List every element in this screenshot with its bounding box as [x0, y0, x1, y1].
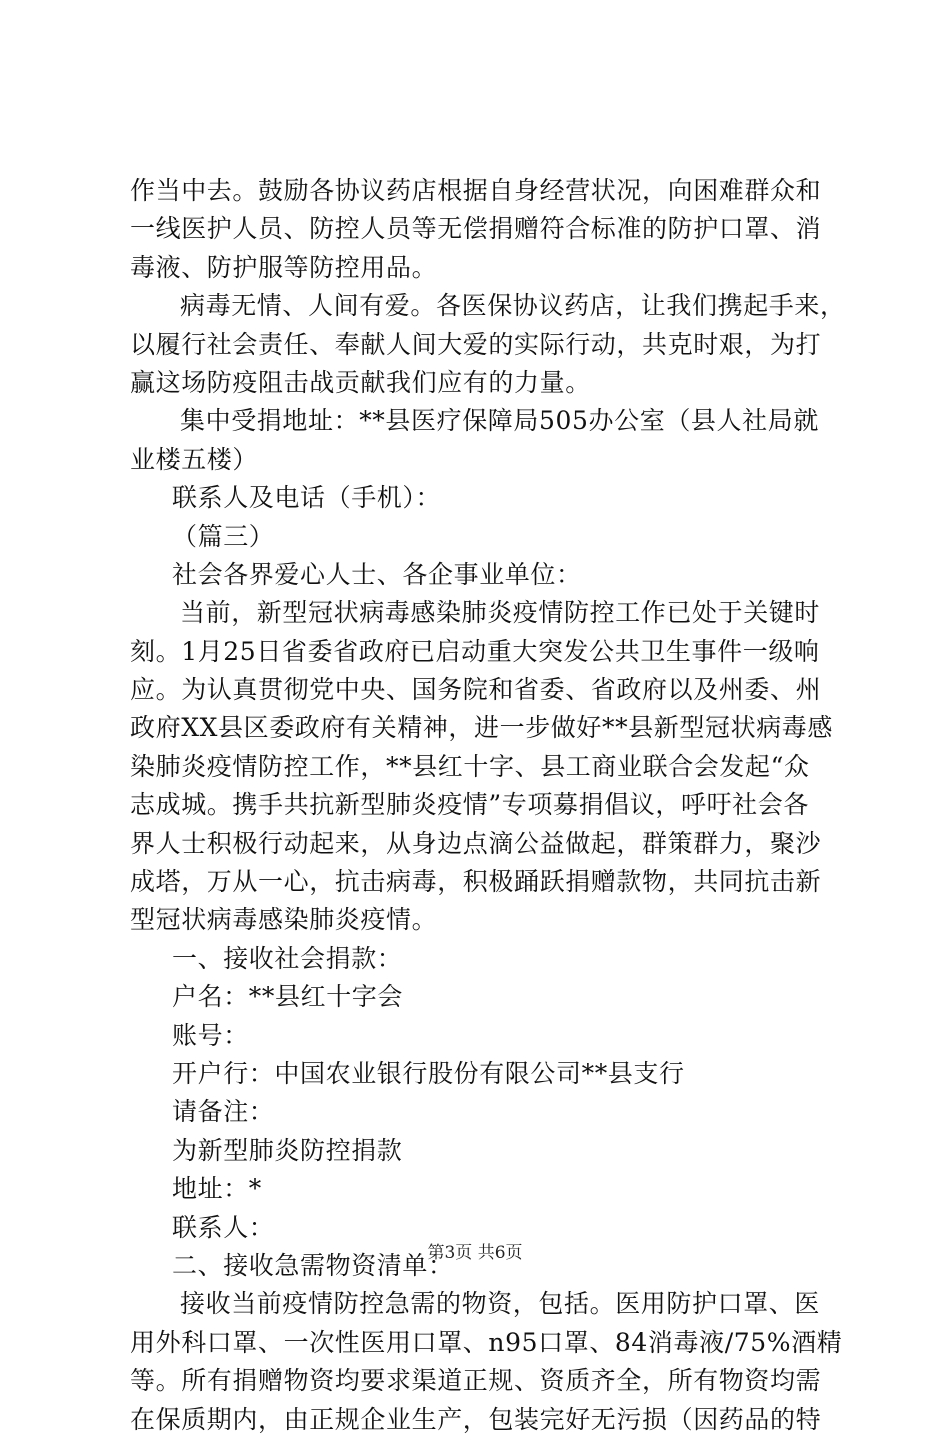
page-number-footer: 第3页 共6页 [427, 1243, 523, 1263]
text-line: 在保质期内，由正规企业生产，包装完好无污损（因药品的特 [130, 1404, 822, 1434]
text-line: 染肺炎疫情防控工作，**县红十字、县工商业联合会发起“众 [130, 751, 810, 781]
text-line: 作当中去。鼓励各协议药店根据自身经营状况，向困难群众和 [130, 176, 822, 205]
text-line: 等。所有捐赠物资均要求渠道正规、资质齐全，所有物资均需 [130, 1366, 822, 1396]
remark-label: 请备注： [172, 1097, 275, 1127]
text-line: 政府XX县区委政府有关精神，进一步做好**县新型冠状病毒感 [130, 713, 833, 743]
list-heading: 二、接收急需物资清单： [172, 1250, 454, 1280]
text-line: 毒液、防护服等防控用品。 [130, 252, 438, 282]
text-line: 型冠状病毒感染肺炎疫情。 [130, 905, 438, 935]
list-heading: 一、接收社会捐款： [172, 943, 403, 973]
text-line: 集中受捐地址：**县医疗保障局505办公室（县人社局就 [180, 406, 819, 436]
text-line: 业楼五楼） [130, 444, 259, 474]
salutation: 社会各界爱心人士、各企事业单位： [172, 559, 582, 589]
text-line: 病毒无情、人间有爱。各医保协议药店，让我们携起手来， [180, 291, 846, 321]
text-line: 赢这场防疫阻击战贡献我们应有的力量。 [130, 367, 591, 397]
text-line: 联系人及电话（手机）： [172, 483, 442, 513]
section-heading: （篇三） [172, 521, 275, 551]
contact-person: 联系人： [172, 1212, 275, 1242]
account-name: 户名：**县红十字会 [172, 982, 404, 1012]
remark-text: 为新型肺炎防控捐款 [172, 1135, 403, 1165]
text-line: 成塔，万从一心，抗击病毒，积极踊跃捐赠款物，共同抗击新 [130, 867, 822, 897]
bank-name: 开户行：中国农业银行股份有限公司**县支行 [172, 1058, 685, 1088]
text-line: 以履行社会责任、奉献人间大爱的实际行动，共克时艰，为打 [130, 329, 822, 359]
text-line: 一线医护人员、防控人员等无偿捐赠符合标准的防护口罩、消 [130, 214, 822, 244]
text-line: 志成城。携手共抗新型肺炎疫情”专项募捐倡议，呼吁社会各 [130, 790, 809, 820]
text-line: 接收当前疫情防控急需的物资，包括。医用防护口罩、医 [180, 1289, 821, 1319]
text-line: 当前，新型冠状病毒感染肺炎疫情防控工作已处于关键时 [180, 598, 821, 628]
address: 地址：* [172, 1174, 262, 1204]
account-number: 账号： [172, 1020, 249, 1050]
text-line: 界人士积极行动起来，从身边点滴公益做起，群策群力，聚沙 [130, 828, 822, 858]
text-line: 刻。1月25日省委省政府已启动重大突发公共卫生事件一级响 [130, 636, 820, 666]
text-line: 应。为认真贯彻党中央、国务院和省委、省政府以及州委、州 [130, 675, 822, 705]
text-line: 用外科口罩、一次性医用口罩、n95口罩、84消毒液/75%酒精 [130, 1327, 843, 1357]
